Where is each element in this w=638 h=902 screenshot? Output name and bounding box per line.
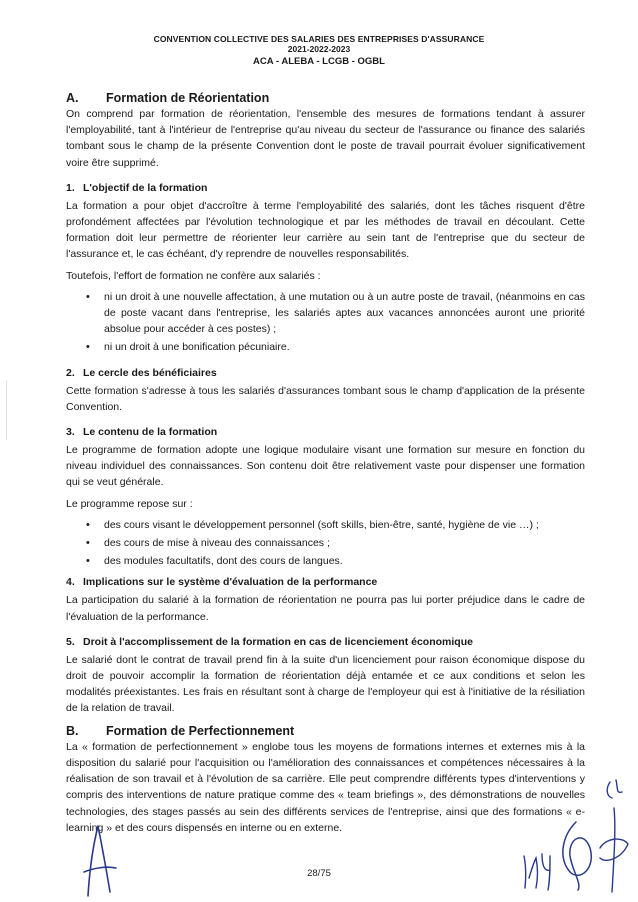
subsection-1-heading — [66, 180, 585, 196]
subsection-3-heading — [66, 424, 585, 440]
document-body — [66, 86, 585, 841]
section-b-letter: B. — [66, 723, 79, 738]
section-b-title: Formation de Perfectionnement — [106, 723, 295, 738]
subsection-1-title: L'objectif de la formation — [83, 181, 208, 194]
signature-initials-left — [80, 822, 120, 900]
subsection-5-number: 5. — [66, 635, 75, 648]
list-item: • des modules facultatifs, dont des cours de langues. — [104, 553, 585, 569]
subsection-3-title: Le contenu de la formation — [83, 426, 218, 439]
subsection-3-list — [66, 517, 585, 570]
list-item: • des cours de mise à niveau des connaissances ; — [104, 535, 585, 551]
section-a-letter: A. — [66, 91, 79, 105]
scan-margin-mark — [6, 380, 7, 440]
subsection-1-list — [66, 289, 585, 356]
header-convention-title: CONVENTION COLLECTIVE DES SALARIES DES ENTREPRISES D'ASSURANCE — [153, 34, 485, 44]
subsection-2-paragraph-1: Cette formation s'adresse à tous les salariés d'assurances tombant sous le champ d'application de la présente Convention. — [66, 384, 585, 413]
subsection-3-paragraph-1: Le programme de formation adopte une logique modulaire visant une formation sur mesure en fonction du niveau individuel des connaissances. Son contenu doit être relativement vaste pour dispenser une formation qui se veut générale. — [66, 444, 585, 489]
subsection-2-title: Le cercle des bénéficiaires — [83, 366, 217, 379]
header-years: 2021-2022-2023 — [287, 44, 351, 54]
subsection-5-heading — [66, 634, 585, 650]
subsection-5-paragraph-1: Le salarié dont le contrat de travail prend fin à la suite d'un licenciement pour raison économique dispose du droit de pouvoir accomplir la formation de réorientation déjà entamée et ce aux conditions et selon les modalités préexistantes. Les frais en résultant sont à charge de l'employeur qui est à l'initiative de la résiliation de la relation de travail. — [66, 653, 585, 715]
subsection-4-title: Implications sur le système d'évaluation de la performance — [83, 576, 378, 589]
header-signatories: ACA - ALEBA - LCGB - OGBL — [253, 56, 385, 67]
subsection-1-paragraph-1: La formation a pour objet d'accroître à terme l'employabilité des salariés, dont les tâches risquent d'être profondément affectées par l'évolution technologique et par les méthodes de travail en découlant. Cette formation doit leur permettre de réorienter leur carrière au sein tant de l'entreprise que du secteur de l'assurance et, le cas échéant, d'y reprendre de nouvelles responsabilités. — [66, 199, 585, 261]
subsection-4-number: 4. — [66, 576, 75, 589]
list-item: • des cours visant le développement personnel (soft skills, bien-être, santé, hygiène de vie …) ; — [104, 517, 585, 533]
section-b-heading — [66, 723, 585, 739]
subsection-2-heading — [66, 365, 585, 381]
subsection-5-title: Droit à l'accomplissement de la formation en cas de licenciement économique — [83, 635, 473, 648]
subsection-1-paragraph-2: Toutefois, l'effort de formation ne confère aux salariés : — [66, 269, 321, 282]
list-item: • ni un droit à une bonification pécuniaire. — [104, 339, 585, 355]
section-a-heading — [66, 90, 585, 106]
section-a-intro: On comprend par formation de réorientation, l'ensemble des mesures de formations tendant à assurer l'employabilité, tant à l'intérieur de l'entreprise qu'au niveau du secteur de l'assurance ou finance des salariés tombant sous le champ de la présente Convention dont le poste de travail pourrait évoluer significativement voire être supprimé. — [66, 108, 585, 169]
section-a-title: Formation de Réorientation — [106, 91, 270, 105]
subsection-1-number: 1. — [66, 181, 75, 194]
subsection-4-paragraph-1: La participation du salarié à la formation de réorientation ne pourra pas lui porter préjudice dans le cadre de l'évaluation de la performance. — [66, 594, 585, 623]
page-number: 28/75 — [307, 868, 331, 879]
subsection-3-paragraph-2: Le programme repose sur : — [66, 497, 193, 510]
subsection-3-number: 3. — [66, 426, 75, 439]
section-b-paragraph-1: La « formation de perfectionnement » englobe tous les moyens de formations internes et externes mis à la disposition du salarié pour l'acquisition ou l'amélioration des connaissances et compétences nécessaires à la réalisation de son travail et à l'évolution de sa carrière. Elle peut comprendre différents types d'interventions y compris des interventions de nature pratique comme des « team briefings », des démonstrations de nouvelles technologies, des stages passés au sein des différents services de l'entreprise, ainsi que des formations « e-learning » et des cours dispensés en interne ou en externe. — [66, 740, 585, 834]
subsection-2-number: 2. — [66, 366, 75, 379]
list-item: • ni un droit à une nouvelle affectation, à une mutation ou à un autre poste de travail, (néanmoins en cas de poste vacant dans l'entreprise, les salariés aptes aux vacances annoncées auront une priorité absolue pour accéder à ces postes) ; — [104, 289, 585, 338]
subsection-4-heading — [66, 574, 585, 590]
